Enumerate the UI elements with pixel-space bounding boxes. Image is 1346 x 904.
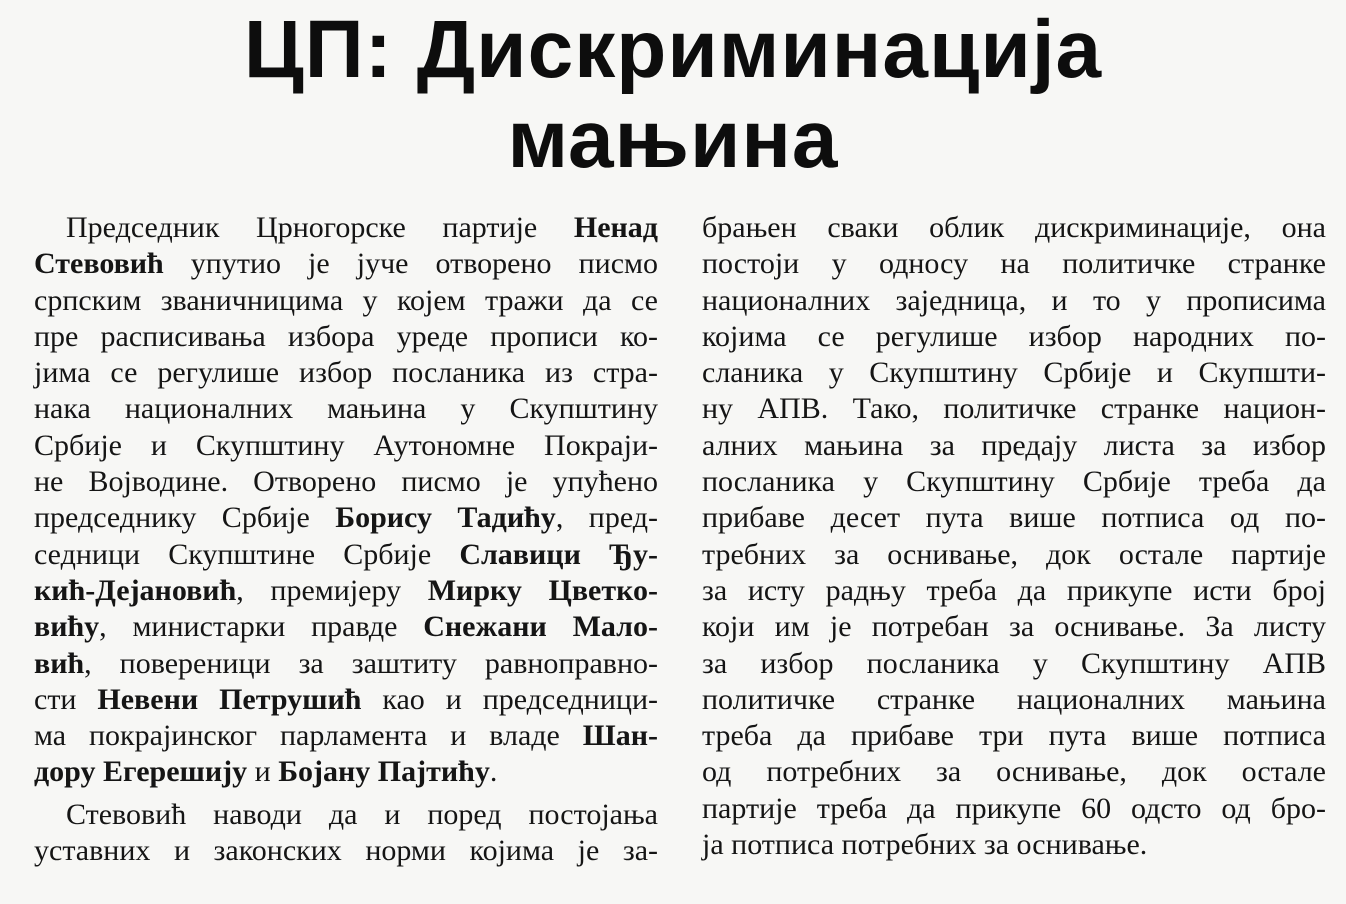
text-run: Србије и Скупштину Аутономне Покраји-: [34, 428, 658, 462]
text-line: [34, 428, 658, 464]
text-run: , премијеру: [236, 573, 428, 607]
text-run: партије треба да прикупе 60 одсто од бро-: [702, 791, 1326, 825]
text-line: [34, 754, 658, 790]
text-line: [702, 428, 1326, 464]
text-run: за исту радњу треба да прикупе исти број: [702, 573, 1326, 607]
text-run: не Војводине. Отворено писмо је упућено: [34, 465, 658, 499]
text-line: [702, 573, 1326, 609]
text-line: [702, 210, 1326, 246]
article-column-right: [702, 210, 1326, 863]
text-line: [702, 754, 1326, 790]
text-line: [702, 355, 1326, 391]
text-run: упутио је јуче отворено писмо: [163, 247, 658, 281]
text-line: [34, 833, 658, 869]
text-run: српским званичницима у којем тражи да се: [34, 283, 658, 317]
text-line: [34, 573, 658, 609]
text-run: .: [489, 755, 498, 789]
text-run: сти: [34, 682, 98, 716]
article-column-left: [34, 210, 658, 869]
text-line: [34, 283, 658, 319]
text-line: [702, 500, 1326, 536]
text-run: јима се регулише избор посланика из стра-: [34, 356, 658, 390]
text-run: треба да прибаве три пута више потписа: [702, 719, 1326, 753]
text-run: прибаве десет пута више потписа од по-: [702, 501, 1326, 535]
text-line: [34, 210, 658, 246]
text-run: пре расписивања избора уреде прописи ко-: [34, 319, 658, 353]
text-run: којима се регулише избор народних по-: [702, 319, 1326, 353]
text-run: и: [247, 755, 279, 789]
text-run: постоји у односу на политичке странке: [702, 247, 1326, 281]
text-run: уставних и законских норми којима је за-: [34, 834, 658, 868]
bold-name: Стевовић: [34, 247, 164, 281]
text-line: [34, 319, 658, 355]
text-run: председнику Србије: [34, 501, 336, 535]
bold-name: Шан-: [582, 719, 658, 753]
bold-name: Борису Тадићу: [335, 501, 556, 535]
bold-name: Ненад: [573, 211, 658, 244]
bold-name: дору Егерешију: [34, 755, 248, 789]
bold-name: Славици Ђу-: [459, 537, 658, 571]
text-run: националних заједница, и то у прописима: [702, 283, 1326, 317]
text-line: [34, 391, 658, 427]
text-run: посланика у Скупштину Србије треба да: [702, 465, 1326, 499]
text-line: [702, 283, 1326, 319]
text-line: [702, 646, 1326, 682]
text-line: [702, 827, 1326, 863]
text-line: [34, 718, 658, 754]
bold-name: Невени Петрушић: [97, 682, 362, 716]
text-run: сланика у Скупштину Србије и Скупшти-: [702, 356, 1326, 390]
text-line: [34, 355, 658, 391]
text-run: , пред-: [555, 501, 658, 535]
text-run: , повереници за заштиту равноправно-: [84, 646, 658, 680]
bold-name: вићу: [34, 610, 100, 644]
text-line: [702, 319, 1326, 355]
text-run: ну АПВ. Тако, политичке странке национ-: [702, 392, 1326, 426]
text-line: [702, 609, 1326, 645]
bold-name: Мирку Цветко-: [427, 573, 658, 607]
text-run: нака националних мањина у Скупштину: [34, 392, 658, 426]
text-line: [34, 797, 658, 833]
headline-line-1: ЦП: Дискриминација: [243, 4, 1103, 95]
text-run: , министарки правде: [99, 610, 424, 644]
text-line: [34, 682, 658, 718]
text-line: [702, 391, 1326, 427]
text-line: [34, 464, 658, 500]
text-run: седници Скупштине Србије: [34, 537, 460, 571]
text-run: политичке странке националних мањина: [702, 682, 1326, 716]
text-line: [702, 246, 1326, 282]
bold-name: кић-Дејановић: [34, 573, 237, 607]
text-run: ма покрајинског парламента и владе: [34, 719, 583, 753]
text-line: [34, 246, 658, 282]
text-line: [702, 682, 1326, 718]
text-line: [702, 718, 1326, 754]
text-line: [702, 464, 1326, 500]
text-run: брањен сваки облик дискриминације, она: [702, 211, 1326, 244]
text-run: ја потписа потребних за оснивање.: [702, 828, 1148, 862]
text-line: [34, 609, 658, 645]
text-run: за избор посланика у Скупштину АПВ: [702, 646, 1326, 680]
text-run: као и председници-: [361, 682, 659, 716]
bold-name: Снежани Мало-: [423, 610, 658, 644]
text-run: требних за оснивање, док остале партије: [702, 537, 1326, 571]
article-headline: [0, 6, 1346, 184]
text-line: [34, 500, 658, 536]
text-run: Председник Црногорске партије: [66, 211, 574, 244]
text-line: [702, 791, 1326, 827]
text-run: од потребних за оснивање, док остале: [702, 755, 1326, 789]
headline-line-2: мањина: [507, 94, 839, 185]
text-line: [34, 537, 658, 573]
text-line: [702, 537, 1326, 573]
text-run: који им је потребан за оснивање. За листу: [702, 610, 1326, 644]
text-run: Стевовић наводи да и поред постојања: [66, 797, 658, 831]
text-run: алних мањина за предају листа за избор: [702, 428, 1326, 462]
bold-name: вић: [34, 646, 85, 680]
bold-name: Бојану Пајтићу: [278, 755, 490, 789]
text-line: [34, 646, 658, 682]
